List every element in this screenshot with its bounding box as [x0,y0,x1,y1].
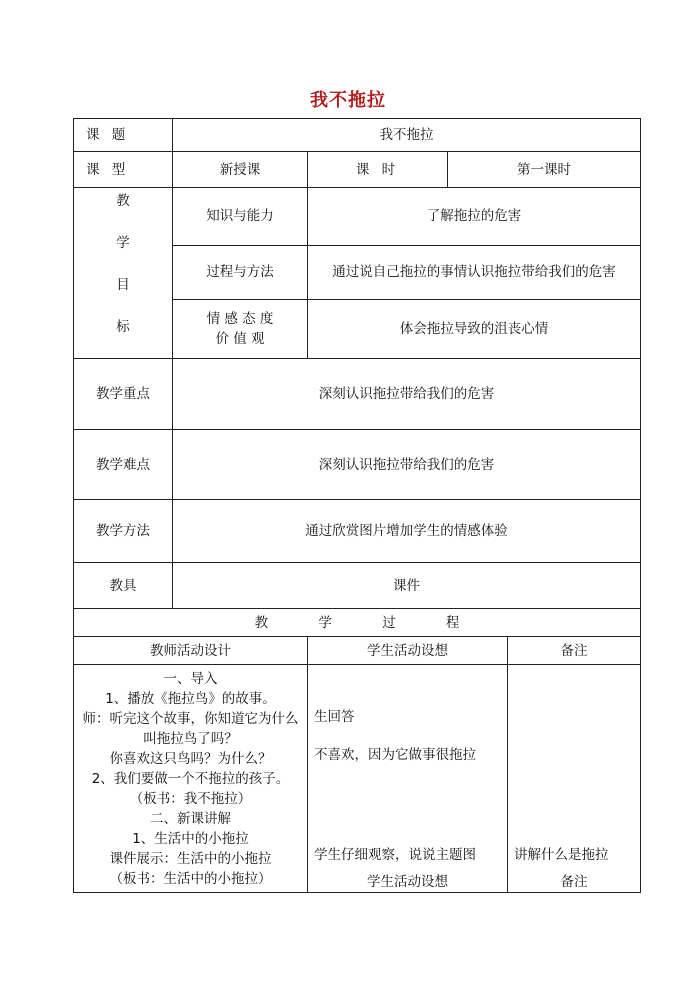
period-label: 课 时 [308,152,448,188]
goals-label-char: 目 [116,277,130,293]
process-heading: 教 学 过 程 [74,609,641,637]
difficulty-label: 教学难点 [74,430,173,500]
row-process-heading [74,609,641,637]
row-process-columns [74,637,641,665]
goal-content-emotion: 体会拖拉导致的沮丧心情 [308,300,641,359]
student-repeat-header: 学生活动设想 [367,874,448,890]
student-answer-3: 学生仔细观察，说说主题图 [314,847,476,863]
goals-label-char: 教 [116,193,130,209]
method-label: 教学方法 [74,500,173,563]
teacher-line: 一、导入 [163,670,218,687]
key-point-value: 深刻认识拖拉带给我们的危害 [173,359,641,430]
teacher-line: 你喜欢这只鸟吗？为什么？ [109,750,272,767]
teacher-line: 1、播放《拖拉鸟》的故事。 [105,690,276,707]
goal-category-emotion [173,300,308,359]
row-key-point [74,359,641,430]
row-type [74,152,641,188]
goals-label [74,188,173,359]
column-teacher: 教师活动设计 [74,637,308,665]
row-difficulty [74,430,641,500]
row-goal-knowledge [74,188,641,246]
topic-label: 课 题 [74,119,173,152]
teacher-line: 2、我们要做一个不拖拉的孩子。 [91,770,290,787]
lesson-plan-table [73,118,641,893]
row-topic [74,119,641,152]
note-cell [508,665,641,893]
row-tools [74,563,641,609]
tools-label: 教具 [74,563,173,609]
goal-category-emotion-line1: 情 感 态 度 [206,311,274,328]
student-answer-2: 不喜欢，因为它做事很拖拉 [314,747,476,763]
key-point-label: 教学重点 [74,359,173,430]
teacher-line: （板书：我不拖拉） [129,790,252,807]
row-method [74,500,641,563]
student-activity-cell [308,665,508,893]
teacher-line: 师：听完这个故事，你知道它为什么 [82,710,299,727]
tools-value: 课件 [173,563,641,609]
note-repeat-header: 备注 [560,874,588,890]
difficulty-value: 深刻认识拖拉带给我们的危害 [173,430,641,500]
teacher-line: 课件展示：生活中的小拖拉 [109,850,272,867]
period-value: 第一课时 [448,152,641,188]
type-label: 课 型 [74,152,173,188]
column-note: 备注 [508,637,641,665]
topic-value: 我不拖拉 [173,119,641,152]
goal-content-knowledge: 了解拖拉的危害 [308,188,641,246]
goal-category-knowledge: 知识与能力 [173,188,308,246]
goal-category-process: 过程与方法 [173,245,308,300]
goals-label-char: 学 [116,235,130,251]
teacher-line: （板书：生活中的小拖拉） [109,870,272,887]
goals-label-char: 标 [116,319,130,335]
teacher-line: 二、新课讲解 [150,810,231,827]
teacher-line: 1、生活中的小拖拉 [132,830,249,847]
row-process-content [74,665,641,893]
teacher-activity-cell [74,665,308,893]
goal-content-process: 通过说自己拖拉的事情认识拖拉带给我们的危害 [308,245,641,300]
goal-category-emotion-line2: 价 值 观 [215,331,265,348]
type-value: 新授课 [173,152,308,188]
document-title: 我不拖拉 [310,90,386,111]
student-answer-1: 生回答 [314,709,355,725]
column-student: 学生活动设想 [308,637,508,665]
method-value: 通过欣赏图片增加学生的情感体验 [173,500,641,563]
note-1: 讲解什么是拖拉 [514,847,609,863]
teacher-line: 叫拖拉鸟了吗？ [143,730,238,747]
